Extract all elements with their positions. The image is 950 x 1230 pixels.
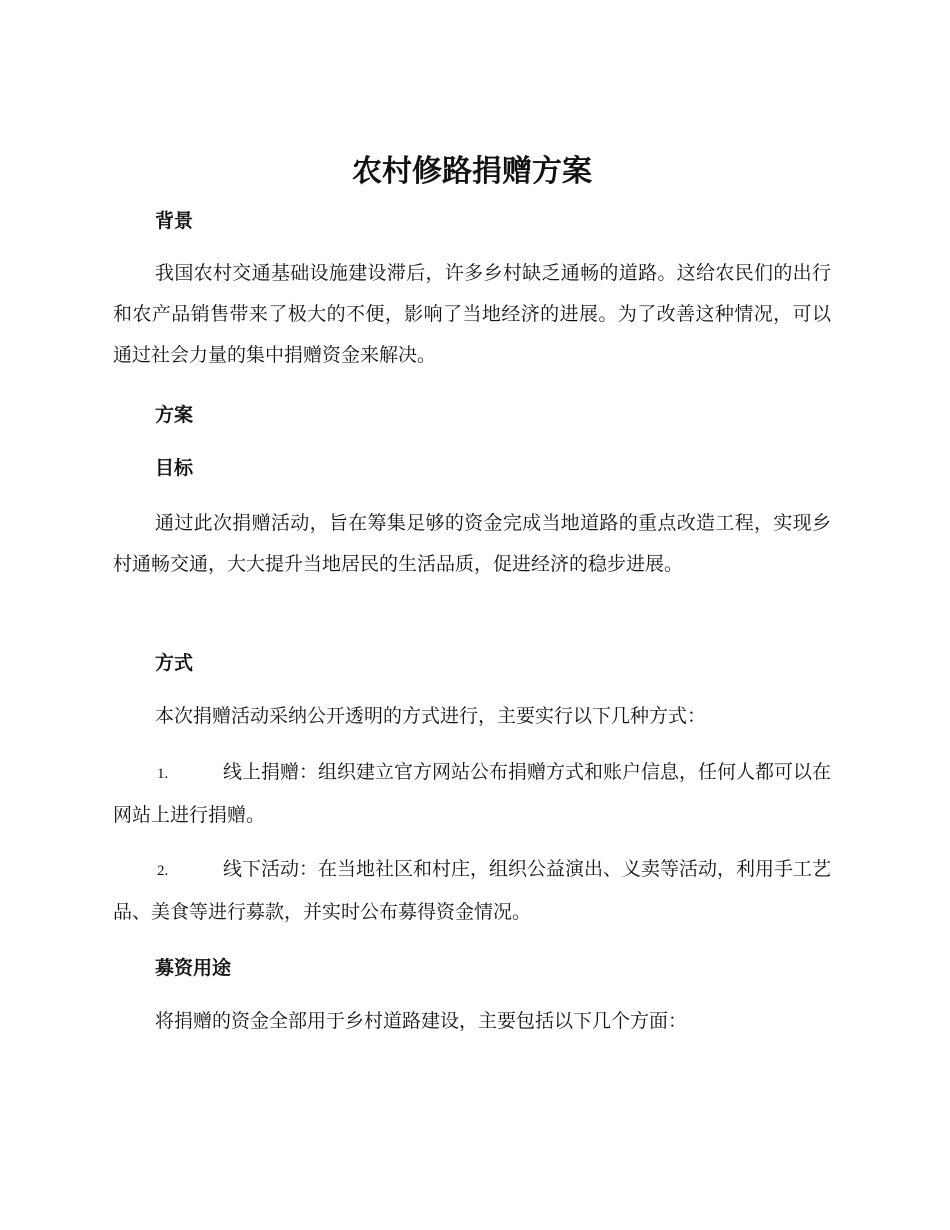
list-item: [113, 752, 831, 836]
paragraph-background: 我国农村交通基础设施建设滞后，许多乡村缺乏通畅的道路。这给农民们的出行和农产品销售带来了极大的不便，影响了当地经济的进展。为了改善这种情况，可以通过社会力量的集中捐赠资金来解决。: [113, 262, 831, 366]
heading-method: 方式: [155, 652, 194, 674]
list-item-text: 线下活动：在当地社区和村庄，组织公益演出、义卖等活动，利用手工艺品、美食等进行募款，并实时公布募得资金情况。: [113, 858, 832, 923]
document-title: 农村修路捐赠方案: [352, 154, 592, 189]
paragraph-usage: 将捐赠的资金全部用于乡村道路建设，主要包括以下几个方面：: [155, 1010, 688, 1032]
paragraph-goal: 通过此次捐赠活动，旨在筹集足够的资金完成当地道路的重点改造工程，实现乡村通畅交通，大大提升当地居民的生活品质，促进经济的稳步进展。: [113, 512, 831, 575]
list-number: 1.: [157, 766, 169, 782]
list-item-text: 线上捐赠：组织建立官方网站公布捐赠方式和账户信息，任何人都可以在网站上进行捐赠。: [113, 761, 832, 826]
heading-background: 背景: [155, 210, 194, 232]
list-number: 2.: [157, 863, 169, 879]
paragraph-method-intro: 本次捐赠活动采纳公开透明的方式进行，主要实行以下几种方式：: [155, 705, 707, 727]
heading-plan: 方案: [155, 404, 194, 426]
list-item: [113, 849, 831, 933]
heading-usage: 募资用途: [155, 957, 232, 979]
heading-goal: 目标: [155, 457, 194, 479]
